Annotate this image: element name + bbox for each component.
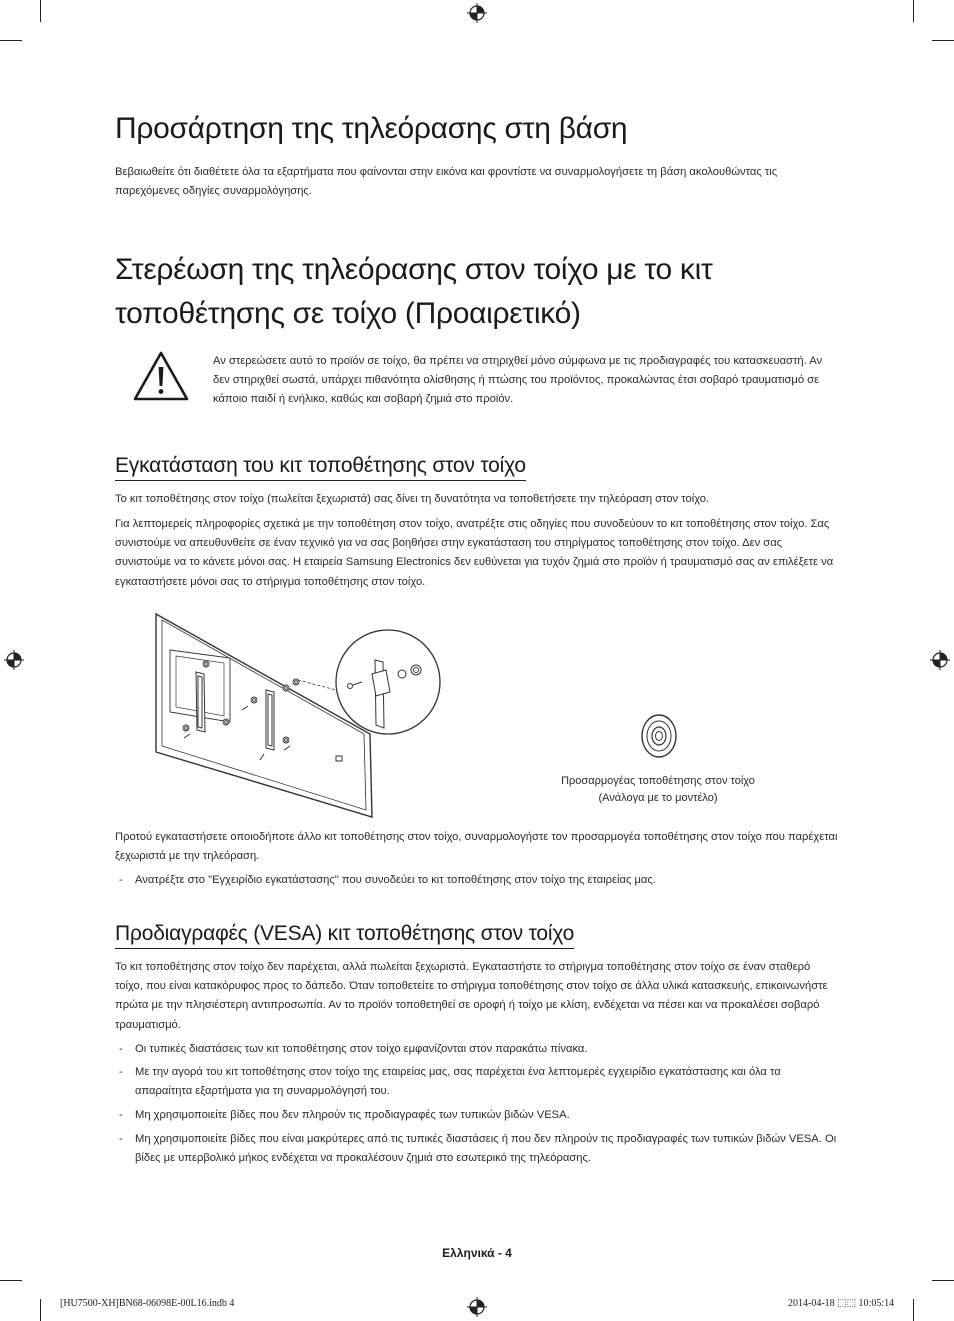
list-item-text: Μη χρησιμοποιείτε βίδες που δεν πληρούν τις προδιαγραφές των τυπικών βιδών VESA. <box>135 1109 570 1121</box>
crop-mark <box>40 0 41 22</box>
crop-mark <box>932 40 954 41</box>
print-slug-right: 2014-04-18 ⬚⬚ 10:05:14 <box>788 1298 895 1309</box>
install-paragraph-1: Το κιτ τοποθέτησης στον τοίχο (πωλείται ξεχωριστά) σας δίνει τη δυνατότητα να τοποθετήσετε την τηλεόραση στον τοίχο. <box>115 493 710 505</box>
list-item <box>115 1040 840 1059</box>
install-paragraph-2: Για λεπτομερείς πληροφορίες σχετικά με την τοποθέτηση στον τοίχο, ανατρέξτε στις οδηγίες που συνοδεύουν το κιτ τοποθέτησης στον τοίχο. Σας συνιστούμε να απευθυνθείτε σε έναν τεχνικό για να σας βοηθήσει στην εγκατάσταση του στηρίγματος τοποθέτησης στον τοίχο. Δεν σας συνιστούμε να το κάνετε μόνοι σας. Η εταιρεία Samsung Electronics δεν ευθύνεται για τυχόν ζημιά στο προϊόν ή τραυματισμό σας αν επιλέξετε να εγκαταστήσετε μόνοι σας το στήριγμα τοποθέτησης στον τοίχο. <box>115 518 834 588</box>
registration-mark-icon <box>930 650 950 670</box>
registration-mark-icon <box>467 1297 487 1317</box>
list-item-text: Οι τυπικές διαστάσεις των κιτ τοποθέτησης στον τοίχο εμφανίζονται στον παρακάτω πίνακα. <box>135 1043 588 1055</box>
list-item-text: Ανατρέξτε στο "Εγχειρίδιο εγκατάστασης" που συνοδεύει το κιτ τοποθέτησης στον τοίχο της εταιρείας μας. <box>135 874 656 886</box>
adapter-caption-line-1: Προσαρμογέας τοποθέτησης στον τοίχο <box>561 775 755 787</box>
wall-mount-title: Στερέωση της τηλεόρασης στον τοίχο με το κιτ τοποθέτησης σε τοίχο (Προαιρετικό) <box>115 253 713 330</box>
vesa-heading: Προδιαγραφές (VESA) κιτ τοποθέτησης στον τοίχο <box>115 920 574 949</box>
page-title: Προσάρτηση της τηλεόρασης στη βάση <box>115 112 628 145</box>
list-item-text: Με την αγορά του κιτ τοποθέτησης στον τοίχο της εταιρείας μας, σας παρέχεται ένα λεπτομερές εγχειρίδιο εγκατάστασης και όλα τα απαραίτητα εξαρτήματα για τη συναρμολόγησή του. <box>135 1066 781 1098</box>
bullet-dash: - <box>119 1133 123 1145</box>
crop-mark <box>913 1299 914 1321</box>
bullet-dash: - <box>119 1066 123 1078</box>
wall-mount-illustration <box>150 612 450 822</box>
adapter-caption <box>538 773 778 807</box>
bullet-dash: - <box>119 1043 123 1055</box>
intro-text: Βεβαιωθείτε ότι διαθέτετε όλα τα εξαρτήματα που φαίνονται στην εικόνα και φροντίστε να συναρμολογήσετε τη βάση ακολουθώντας τις παρεχόμενες οδηγίες συναρμολόγησης. <box>115 166 778 198</box>
crop-mark <box>0 1280 22 1281</box>
list-item <box>115 1063 840 1101</box>
bullet-dash: - <box>119 1109 123 1121</box>
install-heading: Εγκατάσταση του κιτ τοποθέτησης στον τοίχο <box>115 452 526 481</box>
install-paragraph-3: Προτού εγκαταστήσετε οποιοδήποτε άλλο κιτ τοποθέτησης στον τοίχο, συναρμολογήστε τον προσαρμογέα τοποθέτησης στον τοίχο που παρέχεται ξεχωριστά με την τηλεόραση. <box>115 831 838 863</box>
warning-text: Αν στερεώσετε αυτό το προϊόν σε τοίχο, θα πρέπει να στηριχθεί μόνο σύμφωνα με τις προδιαγραφές του κατασκευαστή. Αν δεν στηριχθεί σωστά, υπάρχει πιθανότητα ολίσθησης ή πτώσης του προϊόντος, προκαλώντας έτσι σοβαρό τραυματισμό σε κάποιο παιδί ή ενήλικο, καθώς και σοβαρή ζημιά στο προϊόν. <box>213 355 823 406</box>
list-item <box>115 1106 840 1125</box>
bullet-dash: - <box>119 874 123 886</box>
adapter-caption-line-2: (Ανάλογα με το μοντέλο) <box>598 792 718 804</box>
wall-mount-adapter-icon <box>637 711 681 761</box>
vesa-paragraph: Το κιτ τοποθέτησης στον τοίχο δεν παρέχεται, αλλά πωλείται ξεχωριστά. Εγκαταστήστε το στήριγμα τοποθέτησης στον τοίχο σε έναν σταθερό τοίχο, που είναι κατακόρυφος προς το δάπεδο. Όταν τοποθετείτε το στήριγμα τοποθέτησης στον τοίχο σε άλλα υλικά κατασκευής, επικοινωνήστε πρώτα με την πλησιέστερη αντιπροσωπία. Αν το προϊόν τοποθετηθεί σε οροφή ή τοίχο με κλίση, ενδέχεται να πέσει και να προκαλέσει σοβαρό τραυματισμό. <box>115 961 828 1031</box>
caution-triangle-icon <box>132 350 190 402</box>
page-number: Ελληνικά - 4 <box>442 1246 512 1260</box>
list-item-text: Μη χρησιμοποιείτε βίδες που είναι μακρύτερες από τις τυπικές διαστάσεις ή που δεν πληρούν τις προδιαγραφές των τυπικών βιδών VESA. Οι βίδες με υπερβολικό μήκος ενδέχεται να προκαλέσουν ζημιά στο εσωτερικό της τηλεόρασης. <box>135 1133 837 1165</box>
list-item <box>115 871 840 890</box>
print-slug-left: [HU7500-XH]BN68-06098E-00L16.indb 4 <box>60 1298 235 1309</box>
crop-mark <box>0 40 22 41</box>
registration-mark-icon <box>467 3 487 23</box>
registration-mark-icon <box>4 650 24 670</box>
list-item <box>115 1130 840 1168</box>
crop-mark <box>913 0 914 22</box>
crop-mark <box>40 1299 41 1321</box>
crop-mark <box>932 1280 954 1281</box>
